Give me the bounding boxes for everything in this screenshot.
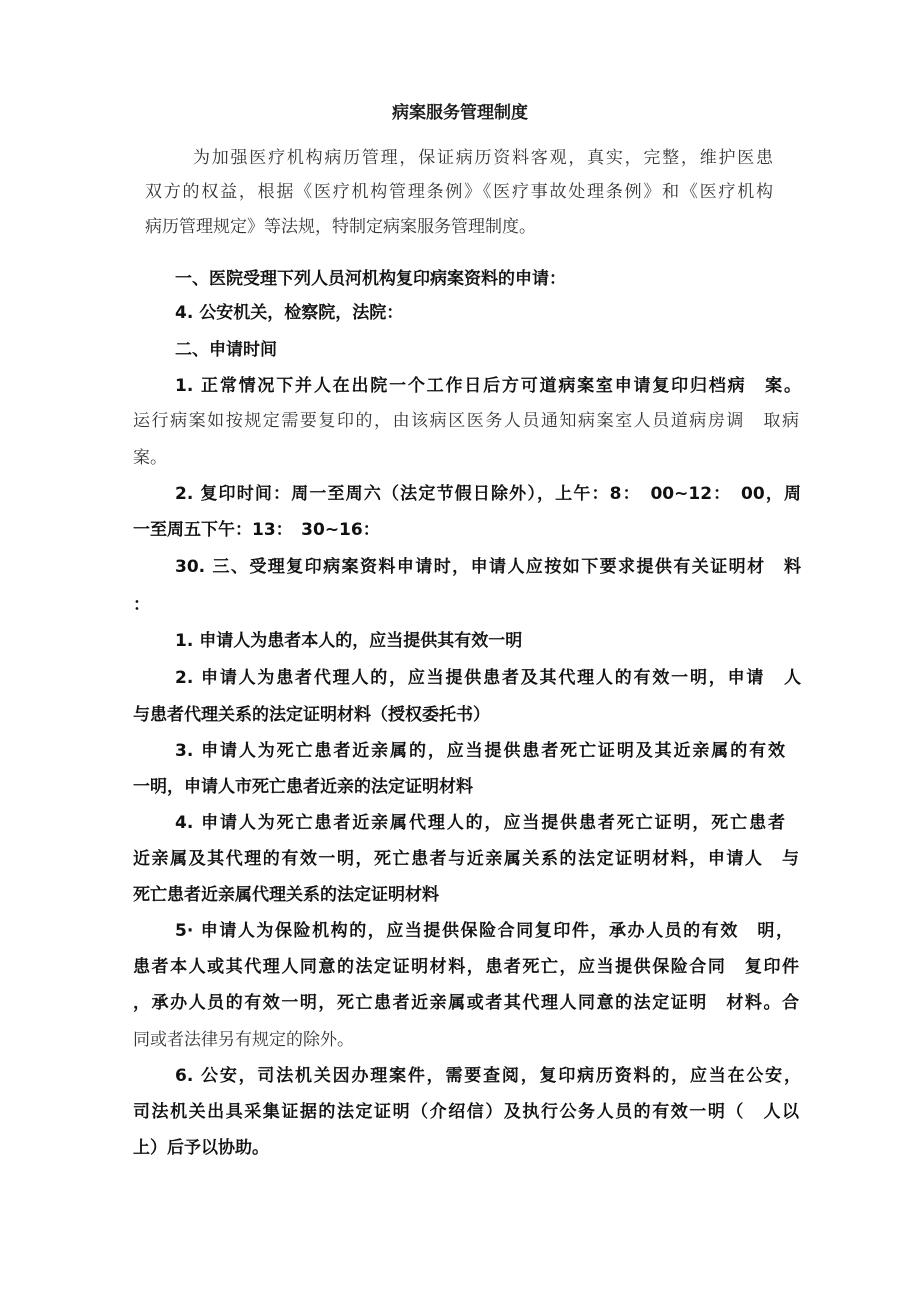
list-item: 1. 申请人为患者本人的，应当提供其有效一明	[175, 631, 523, 651]
document-title: 病案服务管理制度	[392, 103, 528, 123]
paragraph-line: 同或者法律另有规定的除外。	[133, 1030, 354, 1050]
list-item: 2. 申请人为患者代理人的，应当提供患者及其代理人的有效一明，申请 人	[175, 668, 801, 688]
paragraph-line: ，承办人员的有效一明，死亡患者近亲属或者其代理人同意的法定证明 材料。合	[133, 993, 799, 1013]
list-item: 3. 申请人为死亡患者近亲属的，应当提供患者死亡证明及其近亲属的有效	[175, 741, 785, 761]
paragraph-line: 案。	[133, 448, 167, 468]
paragraph-line: 1. 正常情况下并人在出院一个工作日后方可道病案室申请复印归档病 案。	[175, 376, 801, 396]
list-item: 5· 申请人为保险机构的，应当提供保险合同复印件，承办人员的有效 明，	[175, 921, 793, 941]
intro-line-2: 双方的权益，根据《医疗机构管理条例》《医疗事故处理条例》和《医疗机构	[145, 182, 773, 202]
paragraph-line: 司法机关出具采集证据的法定证明（介绍信）及执行公务人员的有效一明（ 人以	[133, 1102, 799, 1122]
list-item: 4. 申请人为死亡患者近亲属代理人的，应当提供患者死亡证明，死亡患者	[175, 813, 785, 833]
paragraph-line: 近亲属及其代理的有效一明，死亡患者与近亲属关系的法定证明材料，申请人 与	[133, 849, 799, 869]
paragraph-line: 与患者代理关系的法定证明材料（授权委托书）	[133, 705, 490, 725]
paragraph-line: 上）后予以协助。	[133, 1138, 269, 1158]
intro-line-3: 病历管理规定》等法规，特制定病案服务管理制度。	[145, 217, 536, 237]
paragraph-line: 运行病案如按规定需要复印的，由该病区医务人员通知病案室人员道病房调 取病	[133, 411, 799, 431]
list-item: 6. 公安，司法机关因办理案件，需要查阅，复印病历资料的，应当在公安，	[175, 1066, 801, 1086]
paragraph-line: 2. 复印时间：周一至周六（法定节假日除外），上午：8： 00~12： 00，周	[175, 484, 801, 504]
section-heading-1: 一、医院受理下列人员河机构复印病案资料的申请：	[175, 269, 566, 289]
list-item: 4. 公安机关，检察院，法院：	[175, 303, 404, 323]
paragraph-line: 死亡患者近亲属代理关系的法定证明材料	[133, 885, 439, 905]
intro-line-1: 为加强医疗机构病历管理，保证病历资料客观，真实，完整，维护医患	[193, 148, 773, 168]
paragraph-line: 一至周五下午：13： 30~16：	[133, 520, 380, 540]
paragraph-line: 一明，申请人市死亡患者近亲的法定证明材料	[133, 777, 473, 797]
section-heading-3: 30. 三、受理复印病案资料申请时，申请人应按如下要求提供有关证明材 料	[175, 557, 801, 577]
paragraph-line: ：	[133, 595, 150, 615]
paragraph-line: 患者本人或其代理人同意的法定证明材料，患者死亡，应当提供保险合同 复印件	[133, 957, 799, 977]
section-heading-2: 二、申请时间	[175, 340, 277, 360]
